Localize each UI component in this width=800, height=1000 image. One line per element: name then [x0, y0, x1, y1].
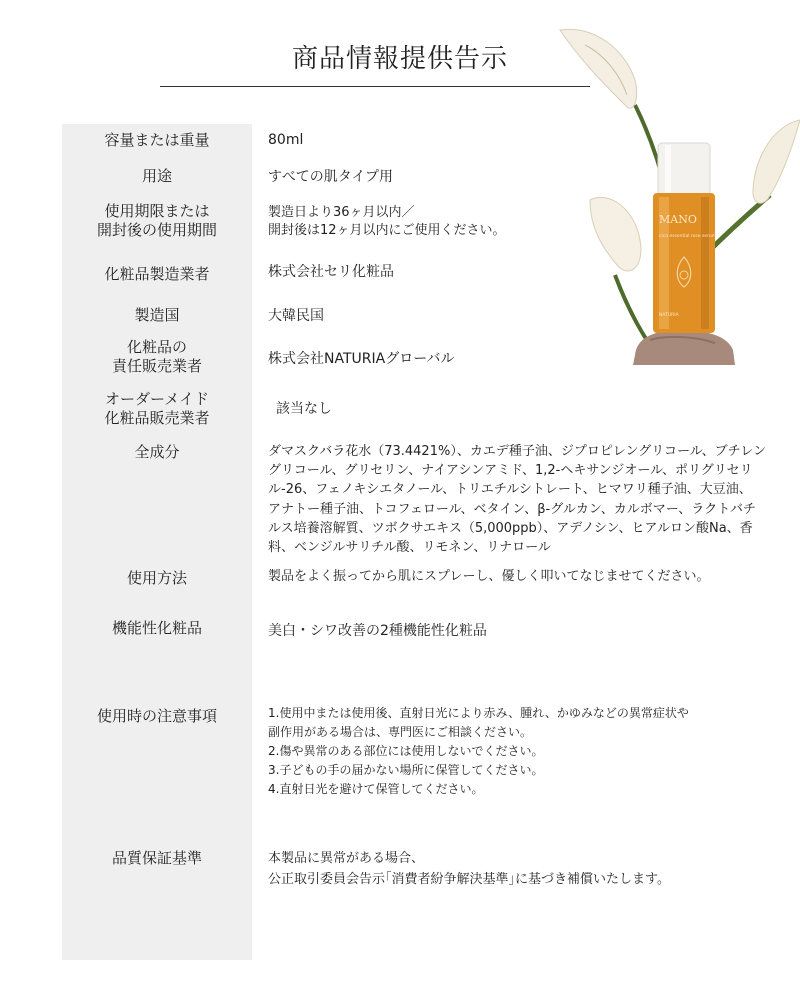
- label-precautions: 使用時の注意事項: [96, 707, 217, 725]
- product-photo: [555, 25, 800, 365]
- ingredients-line: グリコール、グリセリン、ナイアシンアミド、1,2-ヘキサンジオール、ポリグリセリ: [268, 463, 753, 479]
- value-custom-seller: 該当なし: [276, 401, 332, 417]
- precautions-line: 1.使用中または使用後、直射日光により赤み、腫れ、かゆみなどの異常症状や: [268, 706, 689, 720]
- label-custom-seller: [62, 390, 252, 428]
- ingredients-line: ルス培養溶解質、ツボクサエキス（5,000ppb）、アデノシン、ヒアルロン酸Na、香: [268, 520, 753, 536]
- brand-text: MANO: [659, 213, 697, 226]
- page-title: 商品情報提供告示: [291, 44, 508, 74]
- label-custom-seller-line: オーダーメイド: [105, 390, 209, 408]
- label-capacity: 容量または重量: [104, 131, 210, 149]
- ingredients-line: 料、ベンジルサリチル酸、リモネン、リナロール: [268, 540, 551, 556]
- value-manufacturer: 株式会社セリ化粧品: [268, 264, 394, 280]
- label-usage: 用途: [141, 167, 172, 185]
- label-country: 製造国: [134, 306, 180, 324]
- precautions-line: 2.傷や異常のある部位には使用しないでください。: [268, 744, 544, 758]
- value-ingredients: [268, 442, 766, 557]
- value-capacity: 80ml: [268, 132, 304, 148]
- label-functional: 機能性化粧品: [111, 619, 202, 637]
- value-distributor: 株式会社NATURIAグローバル: [268, 351, 455, 367]
- precautions-line: 副作用がある場合は、専門医にご相談ください。: [268, 725, 533, 739]
- label-expiry-line: 開封後の使用期間: [96, 221, 217, 239]
- value-country: 大韓民国: [268, 308, 324, 324]
- label-quality: 品質保証基準: [111, 849, 202, 867]
- label-distributor-line: 化粧品の: [126, 338, 187, 356]
- bottle-footer-text: NATURIA: [659, 313, 679, 318]
- precautions-line: 4.直射日光を避けて保管してください。: [268, 782, 484, 796]
- value-quality: [268, 848, 670, 890]
- value-precautions: [268, 704, 689, 799]
- label-custom-seller-line: 化粧品販売業者: [104, 409, 210, 427]
- quality-line: 本製品に異常がある場合、: [268, 851, 425, 866]
- label-expiry-line: 使用期限または: [104, 202, 210, 220]
- label-directions: 使用方法: [126, 569, 187, 587]
- value-directions: 製品をよく振ってから肌にスプレーし、優しく叩いてなじませてください。: [268, 569, 710, 584]
- ingredients-line: ダマスクバラ花水（73.4421%）、カエデ種子油、ジプロピレングリコール、ブチレン: [268, 444, 767, 459]
- quality-line: 公正取引委員会告示｢消費者紛争解決基準｣に基づき補償いたします。: [268, 872, 670, 887]
- label-column: [62, 124, 252, 960]
- product-text: cica essential rose serum: [659, 234, 717, 239]
- label-ingredients: 全成分: [134, 443, 180, 461]
- value-expiry-line: 製造日より36ヶ月以内／: [268, 205, 415, 220]
- label-distributor: [62, 338, 252, 376]
- ingredients-line: ル-26、フェノキシエタノール、トリエチルシトレート、ヒマワリ種子油、大豆油、: [268, 482, 752, 498]
- label-distributor-line: 責任販売業者: [111, 357, 202, 375]
- value-expiry: [268, 204, 506, 240]
- label-manufacturer: 化粧品製造業者: [104, 265, 210, 283]
- value-functional: 美白・シワ改善の2種機能性化粧品: [268, 623, 487, 639]
- precautions-line: 3.子どもの手の届かない場所に保管してください。: [268, 763, 544, 777]
- ingredients-line: アナトー種子油、トコフェロール、ベタイン、β-グルカン、カルボマー、ラクトバチ: [268, 501, 757, 517]
- label-expiry: [62, 202, 252, 240]
- value-usage: すべての肌タイプ用: [268, 169, 394, 185]
- value-expiry-line: 開封後は12ヶ月以内にご使用ください。: [268, 223, 506, 238]
- title-divider: [160, 86, 590, 87]
